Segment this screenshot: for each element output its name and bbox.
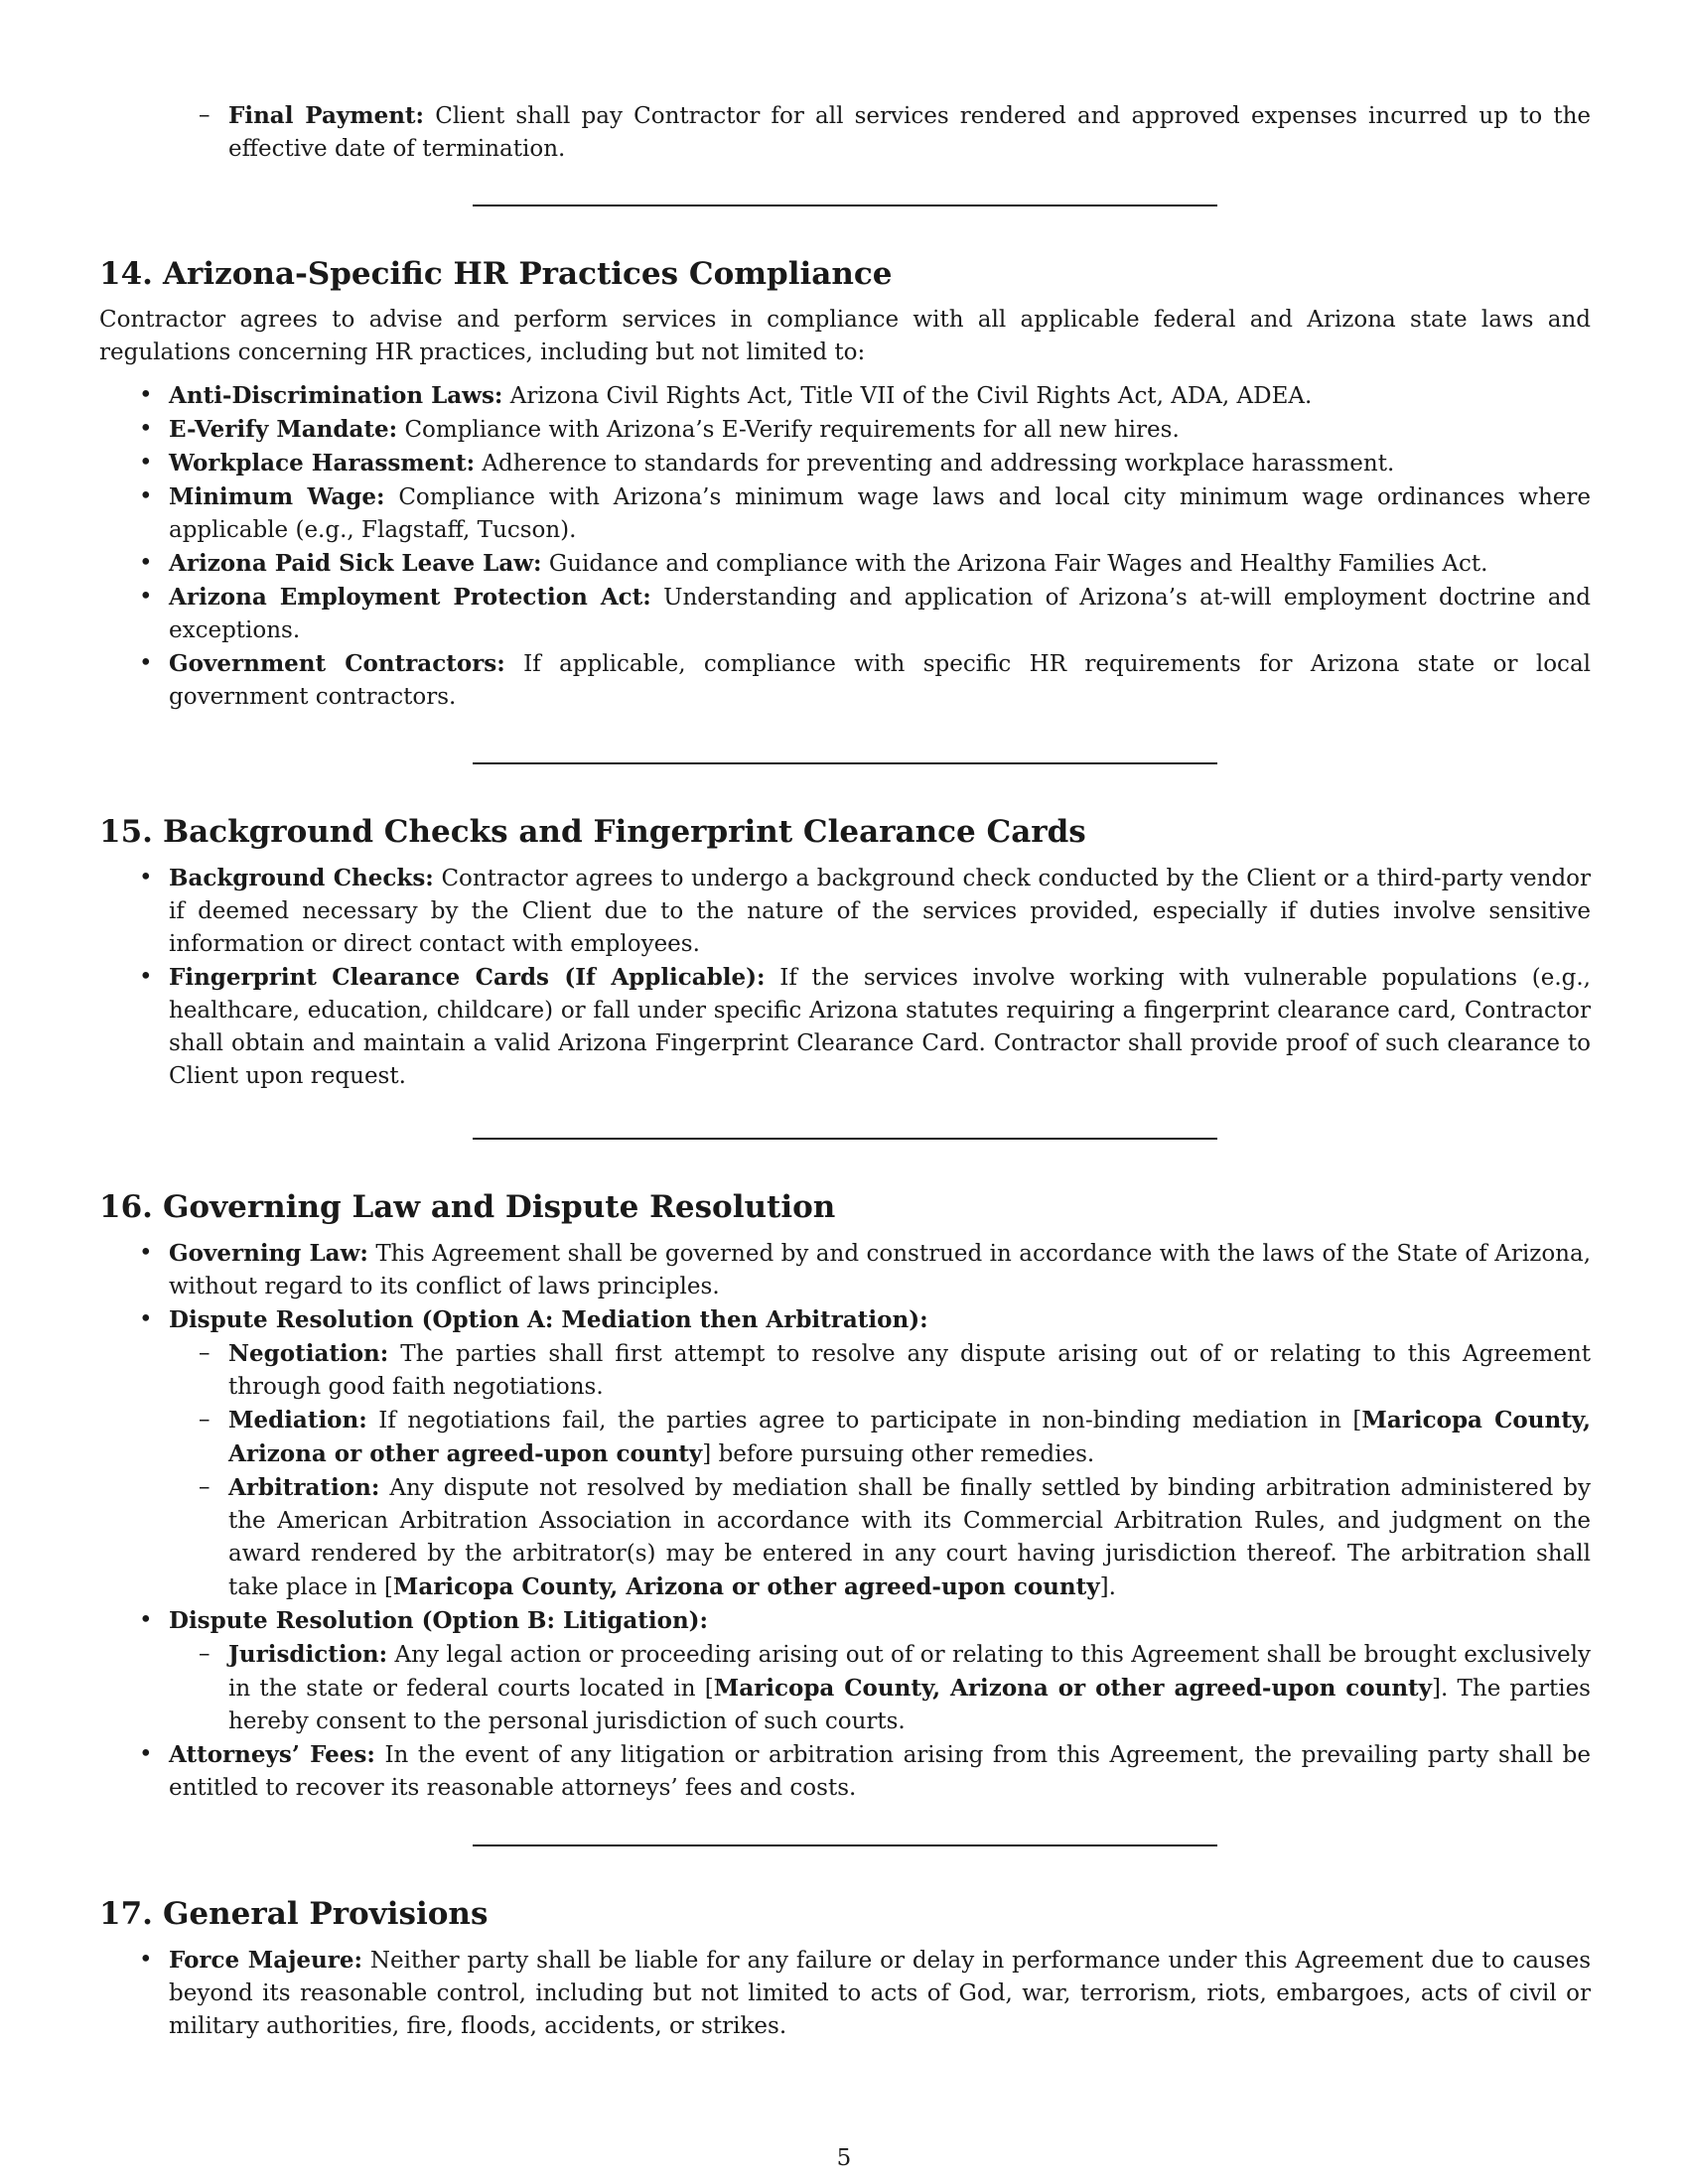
list-item: • Government Contractors: If applicable, compliance with specific HR requirements for Arizona state or local government contractors. [99,647,1591,714]
list-item: • Arizona Employment Protection Act: Understanding and application of Arizona’s at-will employment doctrine and exceptions. [99,581,1591,647]
section-divider-1 [99,205,1591,206]
section-divider-2 [99,762,1591,764]
section-divider-4 [99,1844,1591,1846]
final-payment-item [99,99,1591,166]
arbitration-item: – Arbitration: Any dispute not resolved by mediation shall be finally settled by binding arbitration administered by the American Arbitration Association in accordance with its Commercial Arbitration Rules, and judgment on the award rendered by the arbitrator(s) may be entered in any court having jurisdiction thereof. The arbitration shall take place in [Maricopa County, Arizona or other agreed-upon county]. [99,1471,1591,1604]
section-14-heading: 14. Arizona-Specific HR Practices Compliance [99,256,893,292]
mediation-item: – Mediation: If negotiations fail, the parties agree to participate in non-binding mediation in [Maricopa County, Arizona or other agreed-upon county] before pursuing other remedies. [99,1404,1591,1471]
option-a-item: • Dispute Resolution (Option A: Mediation then Arbitration): – Negotiation: The parties shall first attempt to resolve any dispute arising out of or relating to this Agreement through good faith negotiations. – Mediation: If negotiations fail, the parties agree to participate in non-binding mediation in [Maricopa County, Arizona or other agreed-upon county] before pursuing other remedies. – Arbitration: Any dispute not resolved by mediation shall be finally settled by binding arbitration administered by the American Arbitration Association in accordance with its Commercial Arbitration Rules, and judgment on the award rendered by the arbitrator(s) may be entered in any court having jurisdiction thereof. The arbitration shall take place in [Maricopa County, Arizona or other agreed-upon county]. [99,1303,1591,1604]
list-item: • Workplace Harassment: Adherence to standards for preventing and addressing workplace harassment. [99,447,1591,480]
section-14 [99,254,1591,714]
jurisdiction-item: – Jurisdiction: Any legal action or proceeding arising out of or relating to this Agreement shall be brought exclusively in the state or federal courts located in [Maricopa County, Arizona or other agreed-upon county]. The parties hereby consent to the personal jurisdiction of such courts. [99,1638,1591,1738]
list-item: • E-Verify Mandate: Compliance with Arizona’s E-Verify requirements for all new hires. [99,413,1591,447]
attorneys-fees-item: • Attorneys’ Fees: In the event of any litigation or arbitration arising from this Agreement, the prevailing party shall be entitled to recover its reasonable attorneys’ fees and costs. [99,1738,1591,1805]
section-17-heading: 17. General Provisions [99,1896,489,1932]
section-17 [99,1894,1591,2043]
list-item: • Anti-Discrimination Laws: Arizona Civil Rights Act, Title VII of the Civil Rights Act, ADA, ADEA. [99,379,1591,413]
section-15 [99,812,1591,1093]
section-15-heading: 15. Background Checks and Fingerprint Clearance Cards [99,814,1086,850]
final-payment-text: Client shall pay Contractor for all services rendered and approved expenses incurred up to the effective date of termination. [228,103,1592,162]
page-number: 5 [836,2145,852,2171]
final-payment-block [99,99,1591,166]
section-16 [99,1187,1591,1805]
list-item: • Background Checks: Contractor agrees to undergo a background check conducted by the Client or a third-party vendor if deemed necessary by the Client due to the nature of the services provided, especially if duties involve sensitive information or direct contact with employees. [99,862,1591,961]
list-item: • Force Majeure: Neither party shall be liable for any failure or delay in performance under this Agreement due to causes beyond its reasonable control, including but not limited to acts of God, war, terrorism, riots, embargoes, acts of civil or military authorities, fire, floods, accidents, or strikes. [99,1944,1591,2043]
negotiation-item: – Negotiation: The parties shall first attempt to resolve any dispute arising out of or relating to this Agreement through good faith negotiations. [99,1337,1591,1404]
list-item: • Minimum Wage: Compliance with Arizona’s minimum wage laws and local city minimum wage ordinances where applicable (e.g., Flagstaff, Tucson). [99,480,1591,547]
section-16-heading: 16. Governing Law and Dispute Resolution [99,1189,836,1225]
option-b-item: • Dispute Resolution (Option B: Litigation): – Jurisdiction: Any legal action or proceeding arising out of or relating to this Agreement shall be brought exclusively in the state or federal courts located in [Maricopa County, Arizona or other agreed-upon county]. The parties hereby consent to the personal jurisdiction of such courts. [99,1604,1591,1738]
section-14-intro: Contractor agrees to advise and perform services in compliance with all applicable federal and Arizona state laws and regulations concerning HR practices, including but not limited to: [99,307,1591,365]
list-item: • Fingerprint Clearance Cards (If Applicable): If the services involve working with vulnerable populations (e.g., healthcare, education, childcare) or fall under specific Arizona statutes requiring a fingerprint clearance card, Contractor shall obtain and maintain a valid Arizona Fingerprint Clearance Card. Contractor shall provide proof of such clearance to Client upon request. [99,961,1591,1093]
list-item: • Arizona Paid Sick Leave Law: Guidance and compliance with the Arizona Fair Wages and Healthy Families Act. [99,547,1591,581]
section-divider-3 [99,1138,1591,1140]
final-payment-label: Final Payment: [228,102,425,129]
governing-law-item: • Governing Law: This Agreement shall be governed by and construed in accordance with the laws of the State of Arizona, without regard to its conflict of laws principles. [99,1237,1591,1303]
